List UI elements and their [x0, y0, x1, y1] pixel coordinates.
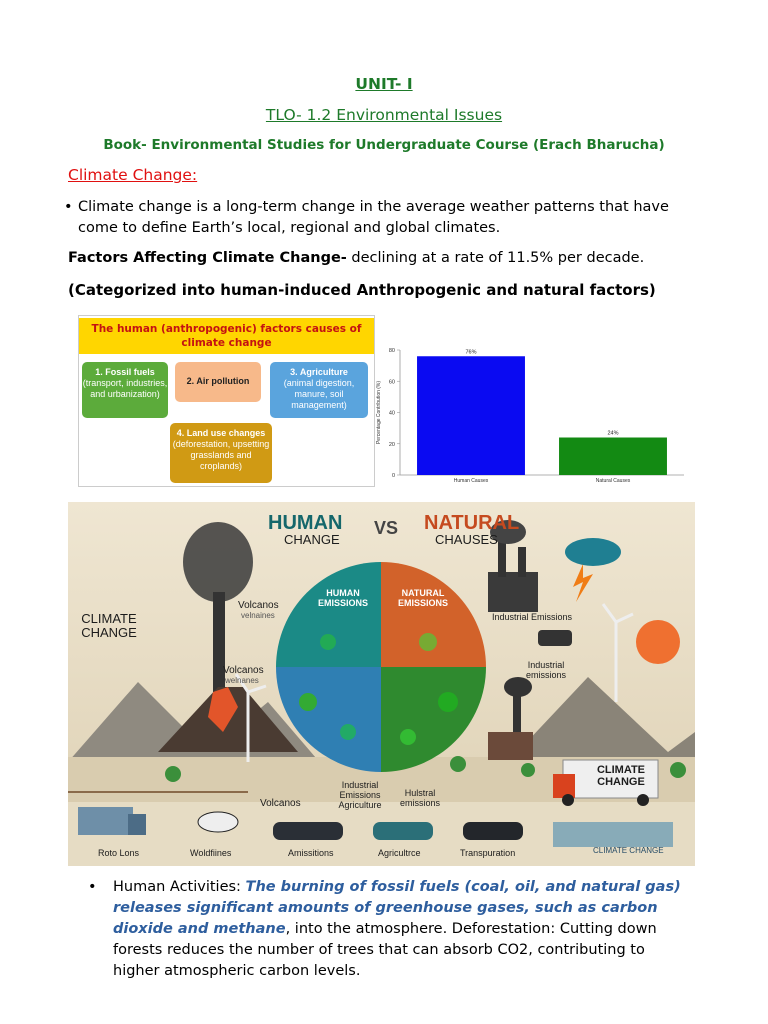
section-heading: Climate Change: — [68, 166, 198, 184]
illus-label-climate-change-bottom: CLIMATE CHANGE — [593, 846, 664, 855]
car-1 — [273, 822, 343, 840]
y-tick-label: 40 — [388, 410, 395, 417]
illus-sub-chauses: CHAUSES — [435, 532, 498, 547]
bullet-human-activities — [88, 877, 708, 982]
human-vs-natural-illustration — [68, 502, 695, 866]
illus-natural-emissions: NATURAL EMISSIONS — [397, 588, 448, 608]
bullet-prefix: Human Activities: — [113, 879, 246, 895]
storm-cloud — [565, 538, 621, 566]
bullet-paragraph — [88, 877, 693, 982]
illus-label-woldfiines: Woldfiines — [190, 848, 232, 858]
water — [553, 822, 673, 847]
bullet-text: Climate change is a long-term change in the average weather patterns that have come to define Earth’s local, regional and global climates. — [78, 199, 669, 236]
car-3 — [463, 822, 523, 840]
bullet-dot: • — [88, 879, 97, 895]
illus-label-agricultrce: Agricultrce — [378, 848, 421, 858]
factor-desc: (animal digestion, manure, soil management) — [283, 378, 355, 410]
factor-box-fossil-fuels — [82, 362, 168, 418]
bullet-rest: , into the atmosphere. Deforestation: Cutting down forests reduces the number of trees that can absorb CO2, contributing to higher atmospheric carbon levels. — [113, 921, 657, 979]
tlo-title: TLO- 1.2 Environmental Issues — [265, 106, 503, 124]
illus-volcanos-2: Volcanos — [223, 665, 264, 676]
factor-desc: (transport, industries, and urbanization) — [82, 378, 168, 399]
illus-human-emissions: HUMAN EMISSIONS — [317, 588, 368, 608]
illus-title-human: HUMAN — [268, 512, 343, 534]
bar-data-label: 24% — [607, 430, 619, 437]
illus-climate-change-left: CLIMATE CHANGE — [81, 611, 137, 640]
cow-bottom — [198, 812, 238, 832]
bullet-dot: • — [64, 199, 73, 215]
illus-label-roto-lons: Roto Lons — [98, 848, 140, 858]
factory — [488, 572, 538, 612]
illus-title-natural: NATURAL — [424, 512, 520, 534]
factor-title: 1. Fossil fuels — [95, 367, 155, 377]
illus-volcanos-1: Volcanos — [238, 600, 279, 611]
diagram-title: The human (anthropogenic) factors causes of climate change — [79, 318, 374, 354]
illus-volcanos-2b: welnanes — [225, 676, 259, 685]
y-tick-label: 20 — [388, 441, 395, 448]
illus-label-transpuration: Transpuration — [460, 848, 516, 858]
factors-line — [68, 250, 644, 266]
factors-text: declining at a rate of 11.5% per decade. — [346, 250, 645, 266]
illus-bottom-industrial: Industrial Emissions Agriculture — [338, 780, 382, 810]
factor-title: 2. Air pollution — [186, 376, 250, 386]
factor-title: 3. Agriculture — [290, 367, 348, 377]
illus-title-vs: VS — [374, 518, 399, 538]
sun — [636, 620, 680, 664]
truck-bottom — [78, 807, 133, 835]
x-tick-label: Natural Causes — [595, 478, 631, 484]
illus-truck-sign: CLIMATE CHANGE — [596, 764, 646, 788]
factors-label: Factors Affecting Climate Change- — [68, 250, 347, 266]
bar-data-label: 76% — [465, 349, 477, 356]
car-2 — [373, 822, 433, 840]
bullet-highlight: The burning of fossil fuels (coal, oil, and natural gas) releases significant amounts of greenhouse gases, such as carbon dioxide and methane — [113, 879, 681, 937]
x-tick-label: Human Causes — [453, 478, 489, 484]
bar-human-causes — [417, 356, 525, 475]
cow — [538, 630, 572, 646]
illus-industrial-emissions-2: Industrial emissions — [525, 660, 566, 680]
causes-bar-chart — [372, 340, 694, 485]
illus-label-amissitions: Amissitions — [288, 848, 334, 858]
factor-box-land-use — [170, 423, 272, 483]
anthropogenic-factors-diagram — [78, 315, 375, 487]
book-reference: Book- Environmental Studies for Undergraduate Course (Erach Bharucha) — [103, 137, 665, 153]
illus-sub-change: CHANGE — [284, 532, 340, 547]
illus-bottom-hulstral: Hulstral emissions — [399, 788, 440, 808]
categorized-line: (Categorized into human-induced Anthropogenic and natural factors) — [68, 281, 656, 299]
smoke-cloud — [183, 522, 253, 602]
bar-natural-causes — [559, 438, 667, 476]
factor-desc: (deforestation, upsetting grasslands and croplands) — [172, 439, 270, 471]
factor-box-agriculture — [270, 362, 368, 418]
factor-title: 4. Land use changes — [176, 428, 266, 438]
y-tick-label: 80 — [388, 348, 395, 354]
unit-title: UNIT- I — [355, 75, 413, 93]
bullet-climate-change — [64, 197, 704, 239]
illustration-art — [68, 502, 695, 866]
y-axis-label: Percentage Contribution (%) — [376, 380, 382, 445]
illus-bottom-volcanos: Volcanos — [260, 798, 301, 809]
y-tick-label: 0 — [391, 473, 395, 479]
illus-volcanos-1b: velnaines — [241, 611, 275, 620]
factor-box-air-pollution — [175, 362, 261, 402]
chimney — [213, 592, 225, 692]
illus-industrial-emissions-1: Industrial Emissions — [492, 612, 573, 622]
y-tick-label: 60 — [388, 379, 395, 386]
